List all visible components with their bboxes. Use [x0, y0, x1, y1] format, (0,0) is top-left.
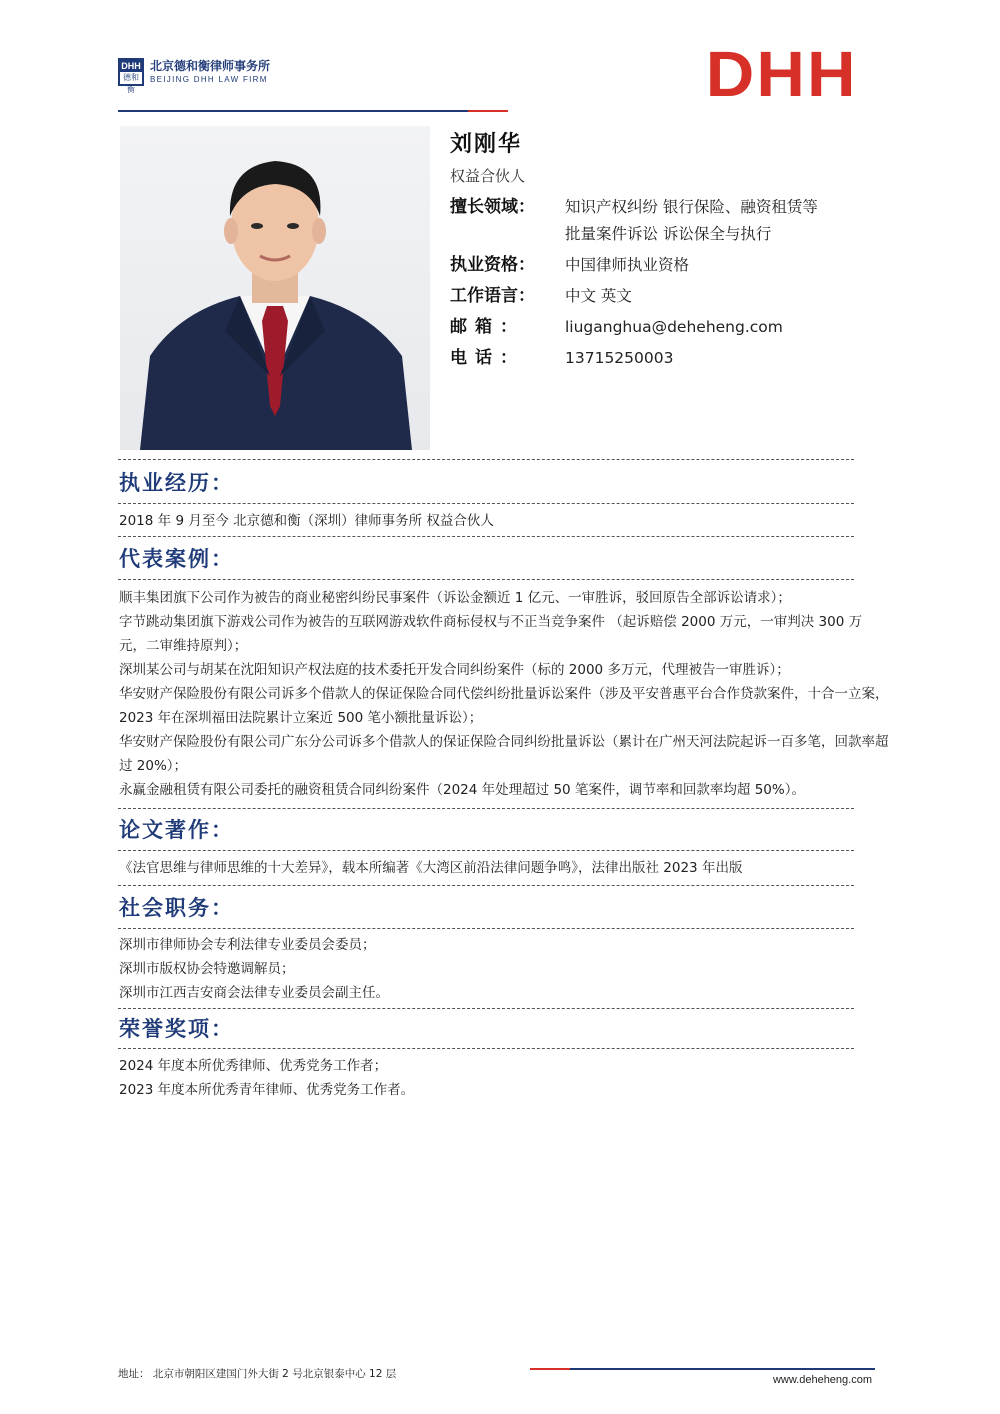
footer-divider [570, 1368, 875, 1370]
brand-logo: DHH [706, 38, 858, 110]
list-item: 顺丰集团旗下公司作为被告的商业秘密纠纷民事案件（诉讼金额近 1 亿元、一审胜诉，驳回原告全部诉讼请求）； [119, 590, 791, 606]
list-item: 深圳市版权协会特邀调解员； [119, 961, 295, 977]
info-label: 执业资格： [450, 255, 535, 275]
list-item: 深圳某公司与胡某在沈阳知识产权法庭的技术委托开发合同纠纷案件（标的 2000 多万元，代理被告一审胜诉）； [119, 662, 790, 678]
section-body-honors [119, 1054, 889, 1102]
list-item: 华安财产保险股份有限公司广东分公司诉多个借款人的保证保险合同纠纷批量诉讼（累计在广州天河法院起诉一百多笔，回款率超过 20%）； [119, 734, 889, 774]
info-label: 工作语言： [450, 286, 535, 306]
info-row-phone [450, 345, 818, 372]
firm-name-cn: 北京德和衡律师事务所 [150, 59, 271, 73]
logo-mark-bottom: 德和衡 [123, 73, 139, 94]
section-divider [118, 1008, 854, 1009]
info-value-line: 批量案件诉讼 诉讼保全与执行 [565, 225, 772, 243]
list-item: 深圳市律师协会专利法律专业委员会委员； [119, 937, 376, 953]
info-row-expertise [450, 194, 818, 248]
info-value [565, 194, 818, 248]
list-item: 永赢金融租赁有限公司委托的融资租赁合同纠纷案件（2024 年处理超过 50 笔案件，调节率和回款率均超 50%）。 [119, 782, 805, 798]
section-divider [118, 885, 854, 886]
info-row-language [450, 283, 818, 310]
header-divider [118, 110, 468, 112]
info-value: 中文 英文 [565, 287, 632, 305]
section-divider [118, 503, 854, 504]
section-divider [118, 808, 854, 809]
section-title-honors: 荣誉奖项： [119, 1017, 234, 1041]
section-divider [118, 536, 854, 537]
info-label: 电话： [450, 348, 525, 368]
section-body-cases [119, 586, 889, 802]
lawyer-role: 权益合伙人 [450, 167, 526, 185]
section-title-social: 社会职务： [119, 896, 234, 920]
section-title-cases: 代表案例： [119, 547, 234, 571]
list-item: 字节跳动集团旗下游戏公司作为被告的互联网游戏软件商标侵权与不正当竞争案件 （起诉赔偿 2000 万元，一审判决 300 万元，二审维持原判）； [119, 614, 863, 654]
info-value-line: 知识产权纠纷 银行保险、融资租赁等 [565, 198, 818, 216]
lawyer-portrait [120, 126, 430, 450]
portrait-illustration [120, 126, 430, 450]
section-title-experience: 执业经历： [119, 471, 234, 495]
list-item: 深圳市江西吉安商会法律专业委员会副主任。 [119, 985, 389, 1001]
info-label: 邮箱： [450, 317, 525, 337]
firm-logo [118, 58, 271, 94]
footer-address: 地址： 北京市朝阳区建国门外大街 2 号北京银泰中心 12 层 [118, 1368, 397, 1380]
list-item: 2023 年度本所优秀青年律师、优秀党务工作者。 [119, 1082, 415, 1098]
header-divider-accent [468, 110, 508, 112]
logo-mark-top: DHH [121, 61, 141, 71]
list-item: 2024 年度本所优秀律师、优秀党务工作者； [119, 1058, 388, 1074]
info-label: 擅长领域： [450, 197, 535, 217]
firm-name-en: BEIJING DHH LAW FIRM [150, 75, 268, 84]
section-divider [118, 928, 854, 929]
profile-info [450, 128, 818, 372]
footer-website-link[interactable]: www.deheheng.com [772, 1374, 872, 1386]
firm-logo-mark [118, 58, 144, 94]
lawyer-name: 刘刚华 [450, 132, 523, 157]
list-item: 2018 年 9 月至今 北京德和衡（深圳）律师事务所 权益合伙人 [119, 513, 494, 529]
info-row-qualification [450, 252, 818, 279]
section-divider [118, 459, 854, 460]
section-body-experience [119, 509, 889, 533]
footer-divider-accent [530, 1368, 570, 1370]
info-row-email [450, 314, 818, 341]
list-item: 《法官思维与律师思维的十大差异》，载本所编著《大湾区前沿法律问题争鸣》，法律出版社 2023 年出版 [119, 860, 743, 876]
email-link[interactable]: liuganghua@deheheng.com [565, 318, 783, 336]
section-divider [118, 850, 854, 851]
section-body-social [119, 933, 889, 1005]
section-divider [118, 579, 854, 580]
list-item: 华安财产保险股份有限公司诉多个借款人的保证保险合同代偿纠纷批量诉讼案件（涉及平安普惠平台合作贷款案件，十合一立案，2023 年在深圳福田法院累计立案近 500 笔小额批量诉讼）； [119, 686, 889, 726]
section-title-papers: 论文著作： [119, 818, 234, 842]
firm-name [150, 59, 270, 85]
section-body-papers [119, 856, 889, 880]
info-value: 中国律师执业资格 [565, 256, 690, 274]
section-divider [118, 1048, 854, 1049]
phone-number: 13715250003 [565, 349, 674, 367]
